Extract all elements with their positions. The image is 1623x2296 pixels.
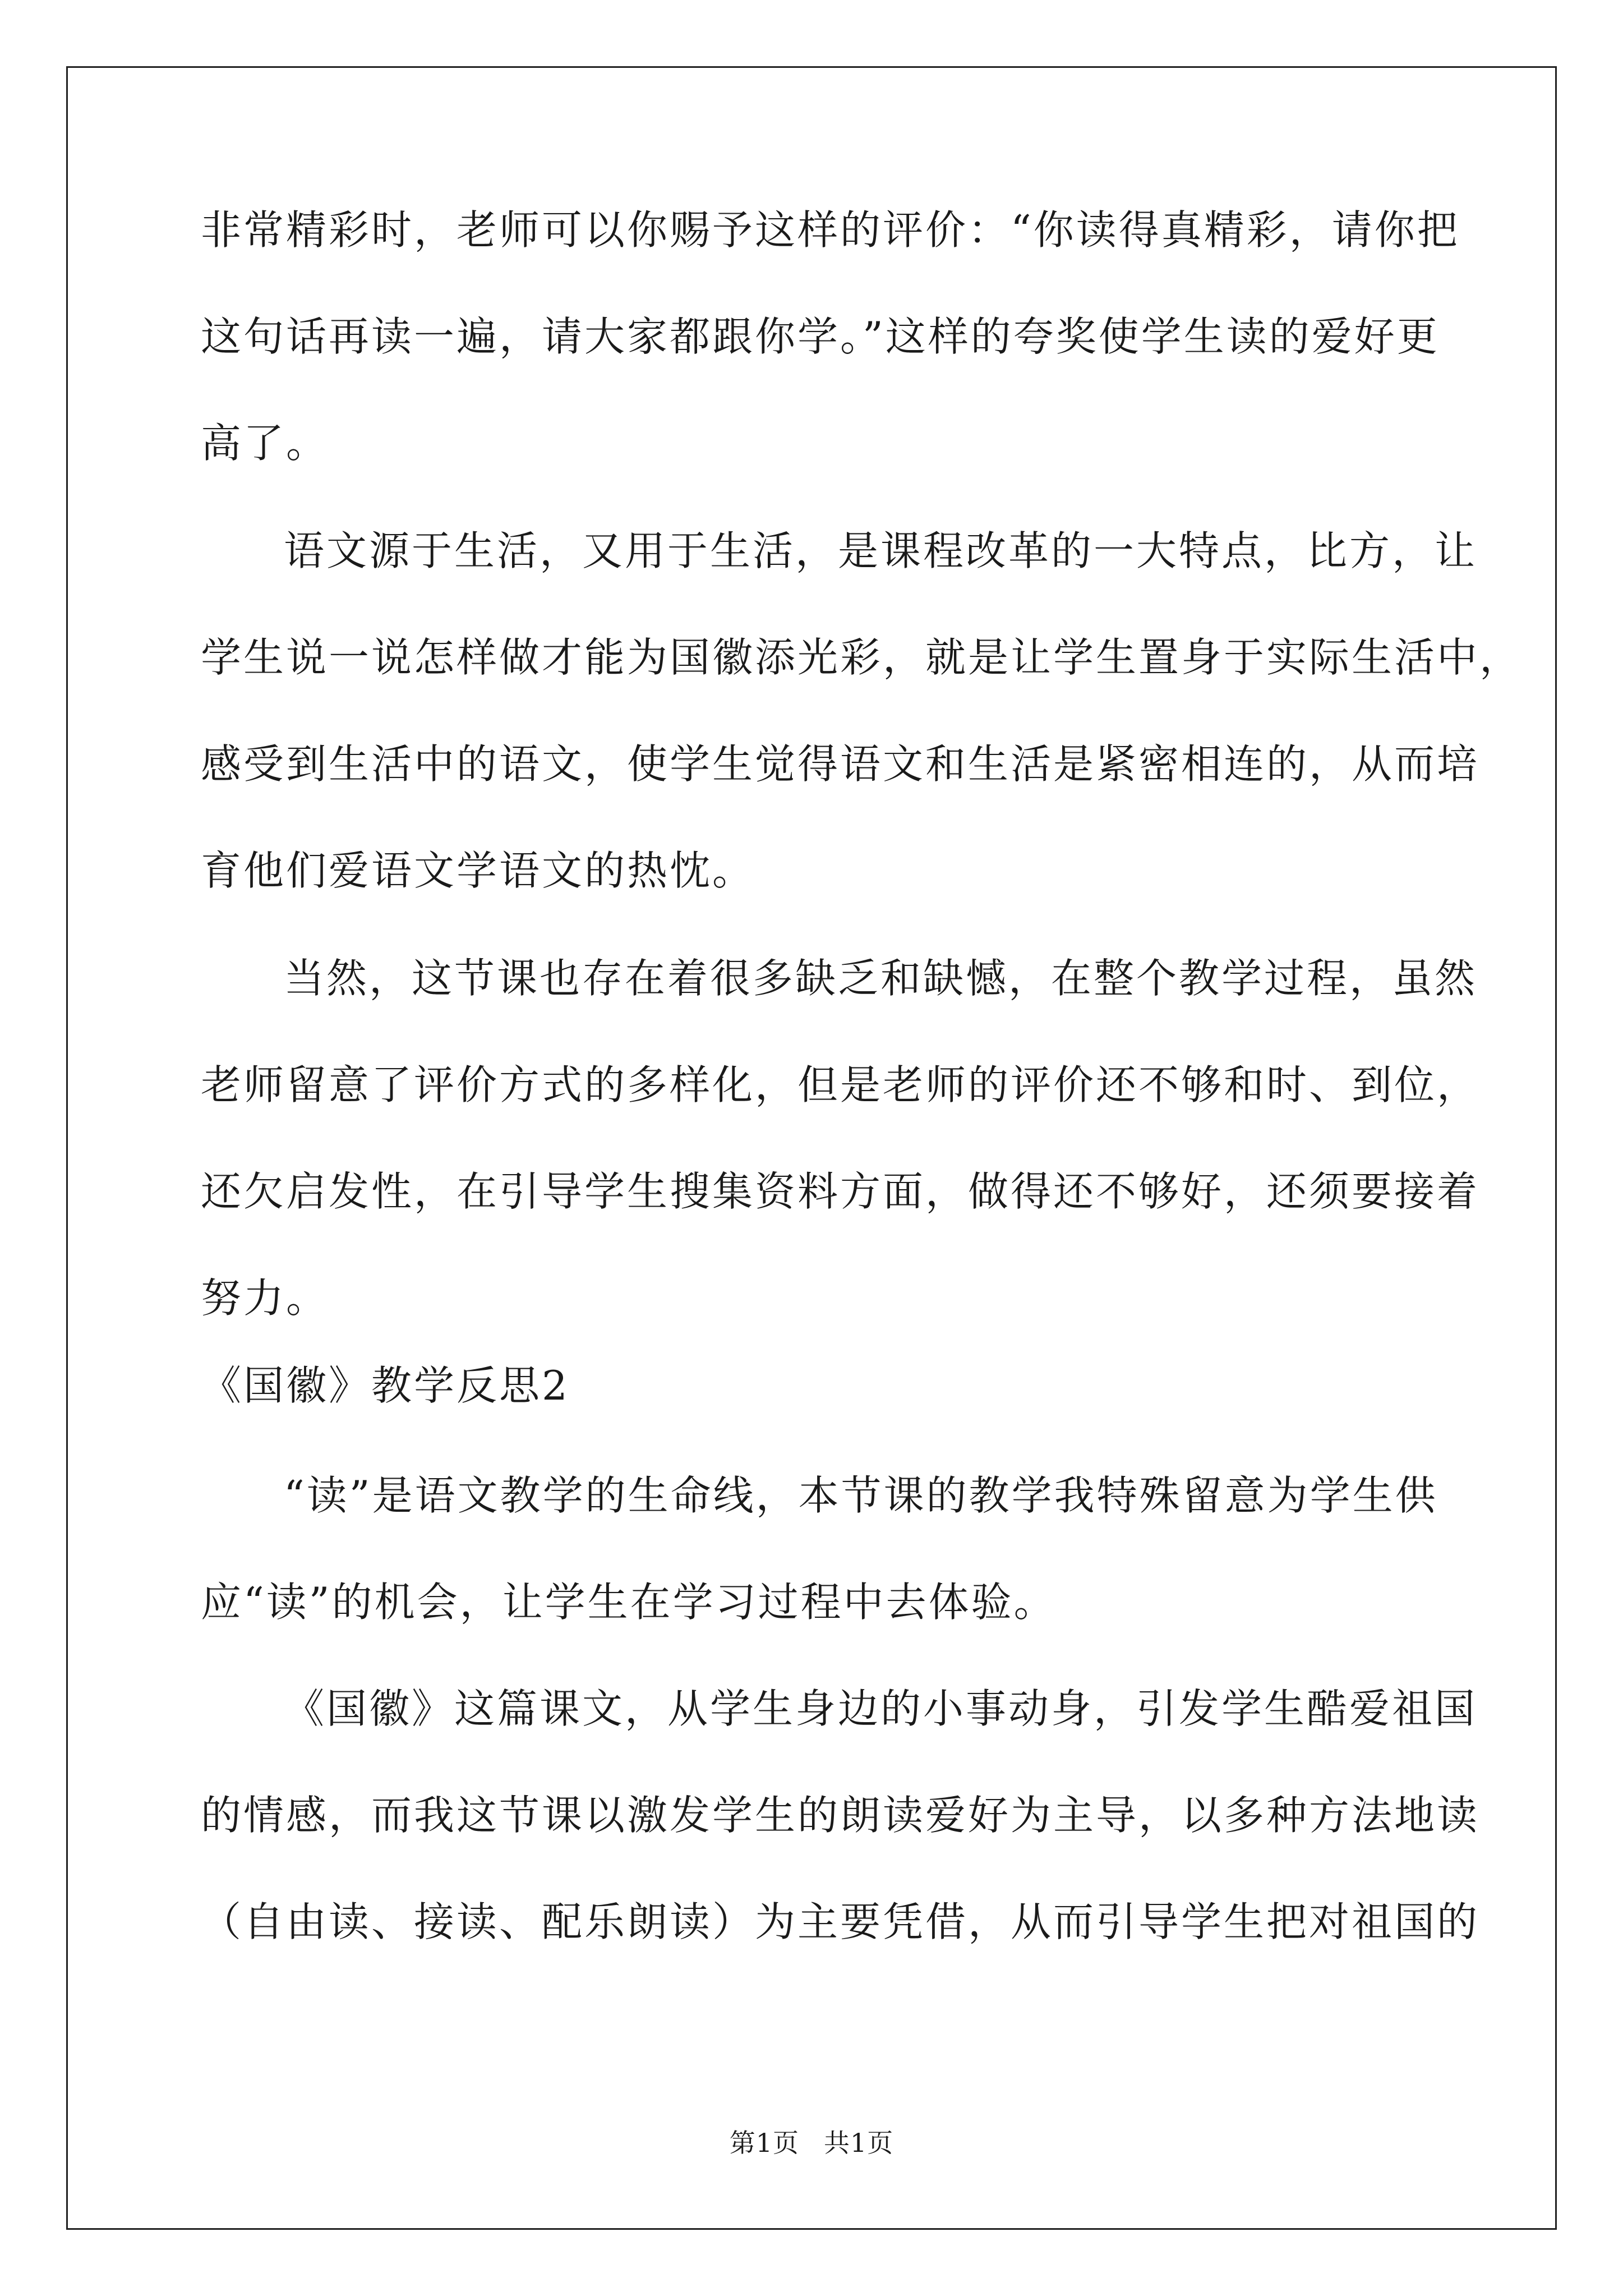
text-line: 还欠启发性，在引导学生搜集资料方面，做得还不够好，还须要接着 — [201, 1168, 1480, 1215]
page-count: 共1页 — [824, 2128, 894, 2158]
text-line: 高了。 — [201, 420, 329, 467]
page-number: 第1页 — [729, 2128, 799, 2158]
text-line: 当然，这节课也存在着很多缺乏和缺憾，在整个教学过程，虽然 — [284, 955, 1478, 1002]
section-heading: 《国徽》教学反思2 — [201, 1362, 570, 1409]
text-line: 非常精彩时，老师可以你赐予这样的评价：“你读得真精彩，请你把 — [201, 206, 1460, 254]
text-line: 应“读”的机会，让学生在学习过程中去体验。 — [201, 1579, 1057, 1626]
text-line: 感受到生活中的语文，使学生觉得语文和生活是紧密相连的，从而培 — [201, 740, 1480, 788]
text-line: 《国徽》这篇课文，从学生身边的小事动身，引发学生酷爱祖国 — [284, 1685, 1478, 1732]
text-line: 这句话再读一遍，请大家都跟你学。”这样的夸奖使学生读的爱好更 — [201, 313, 1440, 360]
text-line: 语文源于生活，又用于生活，是课程改革的一大特点，比方，让 — [284, 527, 1478, 574]
text-line: 老师留意了评价方式的多样化，但是老师的评价还不够和时、到位， — [201, 1061, 1480, 1108]
page-footer — [0, 2126, 1623, 2160]
text-line: 学生说一说怎样做才能为国徽添光彩，就是让学生置身于实际生活中， — [201, 634, 1523, 681]
text-line: 的情感，而我这节课以激发学生的朗读爱好为主导，以多种方法地读 — [201, 1792, 1480, 1839]
text-line: 育他们爱语文学语文的热忱。 — [201, 847, 755, 894]
text-line: （自由读、接读、配乐朗读）为主要凭借，从而引导学生把对祖国的 — [201, 1898, 1480, 1945]
text-line: 努力。 — [201, 1274, 329, 1322]
text-line: “读”是语文教学的生命线，本节课的教学我特殊留意为学生供 — [284, 1472, 1438, 1519]
